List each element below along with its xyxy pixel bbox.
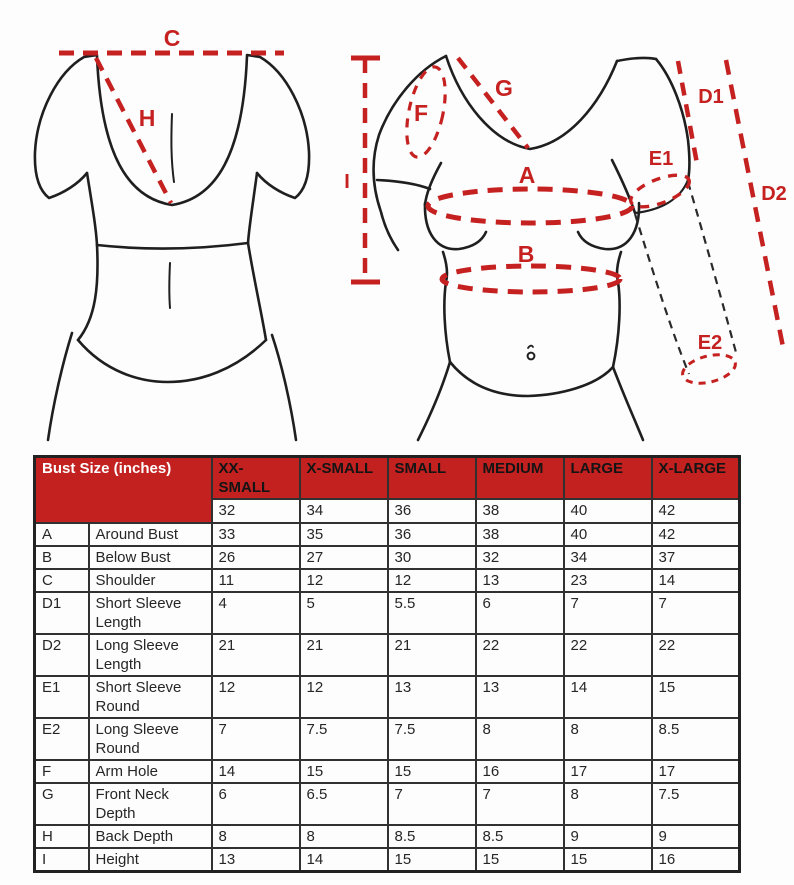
value-cell: 9 — [564, 825, 652, 848]
front-right-hip-line — [613, 367, 643, 440]
value-cell: 26 — [212, 546, 300, 569]
back-hem-curve — [78, 340, 266, 382]
row-label: Short Sleeve Length — [89, 592, 212, 634]
row-label: Back Depth — [89, 825, 212, 848]
row-code: I — [35, 848, 89, 872]
value-cell: 8 — [564, 718, 652, 760]
value-cell: 34 — [564, 546, 652, 569]
label-e2: E2 — [697, 332, 723, 354]
value-cell: 22 — [476, 634, 564, 676]
table-row — [35, 825, 740, 848]
value-cell: 15 — [300, 760, 388, 783]
size-col-header: X-SMALL — [300, 457, 388, 500]
navel-mark — [528, 353, 535, 360]
value-cell: 38 — [476, 523, 564, 546]
size-header-row — [35, 457, 740, 500]
back-left-hip-line — [48, 333, 72, 440]
value-cell: 40 — [564, 523, 652, 546]
table-row — [35, 676, 740, 718]
front-left-sleeve-hem — [377, 180, 430, 189]
row-code: G — [35, 783, 89, 825]
value-cell: 16 — [652, 848, 740, 872]
front-right-shoulder — [617, 58, 656, 61]
back-right-hip-line — [272, 335, 296, 440]
value-cell: 40 — [564, 499, 652, 523]
value-cell: 42 — [652, 523, 740, 546]
row-code: D1 — [35, 592, 89, 634]
front-left-torso — [443, 252, 450, 362]
value-cell: 27 — [300, 546, 388, 569]
value-cell: 8 — [564, 783, 652, 825]
value-cell: 17 — [652, 760, 740, 783]
long-sleeve-outer-edge — [688, 182, 737, 356]
value-cell: 7 — [564, 592, 652, 634]
value-cell: 16 — [476, 760, 564, 783]
value-cell: 7.5 — [300, 718, 388, 760]
value-cell: 8 — [300, 825, 388, 848]
back-spine-lower — [169, 263, 170, 308]
table-row — [35, 569, 740, 592]
value-cell: 34 — [300, 499, 388, 523]
label-b: B — [517, 241, 535, 267]
back-right-side — [248, 173, 257, 243]
value-cell: 12 — [300, 569, 388, 592]
value-cell: 7.5 — [388, 718, 476, 760]
value-cell: 23 — [564, 569, 652, 592]
row-label: Long Sleeve Round — [89, 718, 212, 760]
row-label: Arm Hole — [89, 760, 212, 783]
value-cell: 22 — [652, 634, 740, 676]
long-sleeve-inner-edge — [635, 214, 689, 374]
value-cell: 6.5 — [300, 783, 388, 825]
value-cell: 12 — [300, 676, 388, 718]
row-code: F — [35, 760, 89, 783]
value-cell: 13 — [388, 676, 476, 718]
value-cell: 15 — [388, 848, 476, 872]
label-d2: D2 — [761, 183, 787, 205]
value-cell: 13 — [212, 848, 300, 872]
row-code: C — [35, 569, 89, 592]
value-cell: 14 — [652, 569, 740, 592]
size-col-header: XX-SMALL — [212, 457, 300, 500]
row-label: Below Bust — [89, 546, 212, 569]
value-cell: 21 — [300, 634, 388, 676]
back-left-flare — [78, 245, 98, 340]
label-d1: D1 — [698, 86, 724, 108]
size-col-header: LARGE — [564, 457, 652, 500]
table-row — [35, 760, 740, 783]
value-cell: 15 — [652, 676, 740, 718]
value-cell: 33 — [212, 523, 300, 546]
row-label: Height — [89, 848, 212, 872]
row-label: Front Neck Depth — [89, 783, 212, 825]
value-cell: 7 — [652, 592, 740, 634]
value-cell: 8 — [476, 718, 564, 760]
value-cell: 21 — [212, 634, 300, 676]
row-code: A — [35, 523, 89, 546]
label-h: H — [138, 105, 156, 131]
front-hem-curve — [450, 362, 613, 396]
size-col-header: MEDIUM — [476, 457, 564, 500]
value-cell: 14 — [300, 848, 388, 872]
value-cell: 38 — [476, 499, 564, 523]
table-row — [35, 523, 740, 546]
row-code: E2 — [35, 718, 89, 760]
value-cell: 6 — [212, 783, 300, 825]
size-col-header: SMALL — [388, 457, 476, 500]
row-code: D2 — [35, 634, 89, 676]
front-right-torso — [613, 252, 621, 367]
label-f: F — [413, 100, 429, 126]
value-cell: 5.5 — [388, 592, 476, 634]
label-e1: E1 — [648, 148, 674, 170]
table-row — [35, 546, 740, 569]
value-cell: 8 — [212, 825, 300, 848]
back-view-outline — [35, 55, 309, 440]
size-col-header: X-LARGE — [652, 457, 740, 500]
front-neckline — [446, 56, 617, 149]
value-cell: 36 — [388, 499, 476, 523]
navel-accent — [528, 346, 533, 348]
value-cell: 37 — [652, 546, 740, 569]
value-cell: 13 — [476, 569, 564, 592]
value-cell: 15 — [388, 760, 476, 783]
back-left-side — [87, 173, 97, 245]
row-code: B — [35, 546, 89, 569]
value-cell: 11 — [212, 569, 300, 592]
value-cell: 32 — [212, 499, 300, 523]
value-cell: 7 — [388, 783, 476, 825]
value-cell: 5 — [300, 592, 388, 634]
table-row — [35, 848, 740, 872]
row-code: E1 — [35, 676, 89, 718]
value-cell: 13 — [476, 676, 564, 718]
table-row — [35, 634, 740, 676]
value-cell: 30 — [388, 546, 476, 569]
back-spine-upper — [171, 114, 174, 182]
long-sleeve-round-ellipse-e2 — [680, 350, 739, 388]
label-g: G — [495, 75, 513, 101]
value-cell: 21 — [388, 634, 476, 676]
back-right-flare — [248, 243, 266, 340]
around-bust-ellipse-a — [428, 189, 632, 223]
value-cell: 36 — [388, 523, 476, 546]
value-cell: 8.5 — [476, 825, 564, 848]
value-cell: 15 — [564, 848, 652, 872]
value-cell: 17 — [564, 760, 652, 783]
row-code: H — [35, 825, 89, 848]
value-cell: 22 — [564, 634, 652, 676]
value-cell: 15 — [476, 848, 564, 872]
label-i: I — [344, 171, 350, 193]
row-label: Shoulder — [89, 569, 212, 592]
value-cell: 12 — [212, 676, 300, 718]
value-cell: 32 — [476, 546, 564, 569]
value-cell: 8.5 — [388, 825, 476, 848]
table-row — [35, 592, 740, 634]
value-cell: 4 — [212, 592, 300, 634]
size-chart-table — [33, 455, 741, 873]
below-bust-ellipse-b — [442, 266, 620, 292]
value-cell: 6 — [476, 592, 564, 634]
row-label: Short Sleeve Round — [89, 676, 212, 718]
value-cell: 42 — [652, 499, 740, 523]
value-cell: 9 — [652, 825, 740, 848]
table-row — [35, 718, 740, 760]
value-cell: 12 — [388, 569, 476, 592]
value-cell: 8.5 — [652, 718, 740, 760]
value-cell: 7.5 — [652, 783, 740, 825]
row-label: Around Bust — [89, 523, 212, 546]
corner-label-cell: Bust Size (inches) — [35, 457, 212, 524]
row-label: Long Sleeve Length — [89, 634, 212, 676]
value-cell: 35 — [300, 523, 388, 546]
back-waist-band — [97, 243, 248, 249]
value-cell: 7 — [476, 783, 564, 825]
value-cell: 7 — [212, 718, 300, 760]
label-a: A — [518, 162, 536, 188]
value-cell: 14 — [564, 676, 652, 718]
value-cell: 14 — [212, 760, 300, 783]
table-row — [35, 783, 740, 825]
front-left-hip-line — [418, 362, 450, 440]
label-c: C — [163, 25, 181, 51]
